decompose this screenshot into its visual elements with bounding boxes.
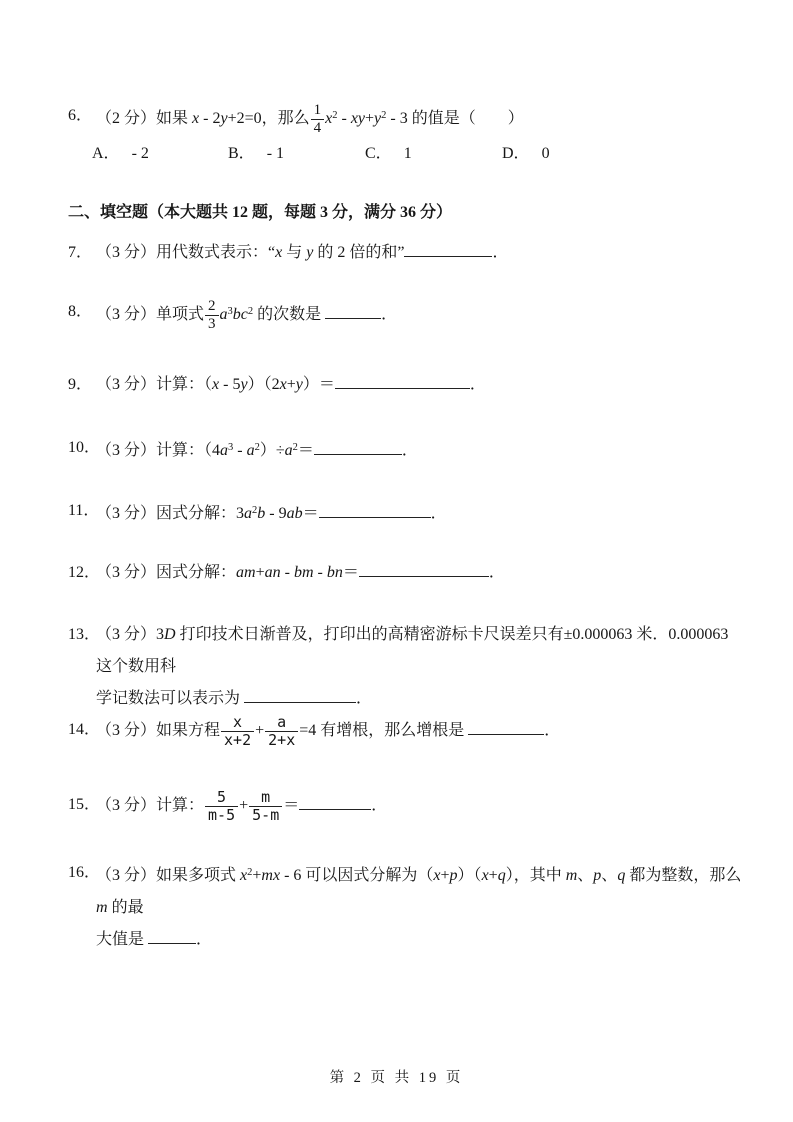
answer-blank — [335, 373, 470, 389]
question-11-text: （3 分）因式分解：$3a^2b - 9ab=$ ． — [96, 505, 447, 522]
answer-blank — [404, 241, 492, 257]
question-12-number: 12． — [68, 564, 101, 581]
question-7-text: （3 分）用代数式表示：“x 与 y 的 2 倍的和” ． — [96, 244, 508, 261]
option-b — [228, 144, 284, 164]
fraction: $\frac{2}{3}$ — [205, 298, 219, 333]
question-7 — [68, 237, 748, 269]
option-d-label: D． — [502, 145, 530, 162]
question-9-number: 9． — [68, 376, 93, 393]
question-6-text: （2 分）如果 x - 2y+2=0，那么 $\frac{1}{4}$ $x^2 - xy+y^2 - 3$ 的值是（ ） — [96, 101, 524, 136]
question-9 — [68, 369, 748, 401]
question-6 — [68, 100, 748, 137]
question-11 — [68, 495, 748, 530]
fraction: $\frac{x}{x+2}$ — [221, 714, 254, 749]
option-b-label: B． — [228, 145, 255, 162]
option-a-value: - 2 — [131, 145, 149, 162]
question-14 — [68, 713, 748, 749]
question-16 — [68, 857, 748, 956]
answer-blank — [299, 794, 371, 810]
question-8-number: 8． — [68, 303, 93, 320]
fraction: $\frac{a}{2+x}$ — [265, 714, 298, 749]
question-15-text: （3 分）计算： $\frac{5}{m-5}$ + $\frac{m}{5-m}$ ＝ ． — [96, 788, 388, 824]
question-13-text: （3 分）3D 打印技术日渐普及，打印出的高精密游标卡尺误差只有±0.000063 米．0.000063 这个数用科 学记数法可以表示为 ． — [96, 626, 729, 707]
question-13 — [68, 619, 748, 715]
option-c-value: 1 — [403, 145, 412, 162]
section-2-header: 二、填空题（本大题共 12 题，每题 3 分，满分 36 分） — [68, 204, 453, 221]
question-14-number: 14． — [68, 721, 101, 738]
question-14-text: （3 分）如果方程 $\frac{x}{x+2}$ + $\frac{a}{2+x}$ =4 有增根，那么增根是 ． — [96, 713, 561, 749]
question-16-text: （3 分）如果多项式 $x^2+mx - 6$ 可以因式分解为（x+p）（x+q），其中 m、p、q 都为整数，那么 m 的最 大值是 ． — [96, 867, 742, 948]
question-8 — [68, 296, 748, 333]
option-d-value: 0 — [541, 145, 550, 162]
answer-blank — [359, 561, 489, 577]
fraction: $\frac{1}{4}$ — [311, 102, 325, 137]
answer-blank — [314, 439, 402, 455]
question-11-number: 11． — [68, 502, 100, 519]
answer-blank — [325, 303, 381, 319]
answer-blank — [244, 687, 356, 703]
question-9-text: （3 分）计算：（x - 5y）（2x+y）＝ ． — [96, 376, 486, 393]
question-10-text: （3 分）计算：$(4a^3 - a^2)\div a^2=$ ． — [96, 442, 418, 459]
option-c — [365, 144, 412, 164]
question-10 — [68, 432, 748, 467]
answer-blank — [468, 719, 544, 735]
option-a — [92, 144, 149, 164]
option-a-label: A． — [92, 145, 120, 162]
answer-blank — [319, 502, 431, 518]
question-16-number: 16． — [68, 864, 101, 881]
question-7-number: 7． — [68, 244, 93, 261]
question-8-text: （3 分）单项式 $\frac{2}{3}$ $a^3bc^2$ 的次数是 ． — [96, 297, 398, 332]
question-12-text: （3 分）因式分解：am+an - bm - bn＝ ． — [96, 564, 505, 581]
page-footer: 第 2 页 共 19 页 — [329, 1070, 464, 1086]
question-15-number: 15． — [68, 796, 101, 813]
question-12 — [68, 557, 748, 589]
question-6-number: 6． — [68, 107, 93, 124]
option-b-value: - 1 — [266, 145, 285, 162]
option-c-label: C． — [365, 145, 392, 162]
question-13-number: 13． — [68, 626, 101, 643]
fraction: $\frac{5}{m-5}$ — [205, 789, 238, 824]
option-d — [502, 144, 550, 164]
question-10-number: 10． — [68, 439, 101, 456]
question-15 — [68, 788, 748, 824]
answer-blank — [148, 928, 196, 944]
fraction: $\frac{m}{5-m}$ — [249, 789, 282, 824]
